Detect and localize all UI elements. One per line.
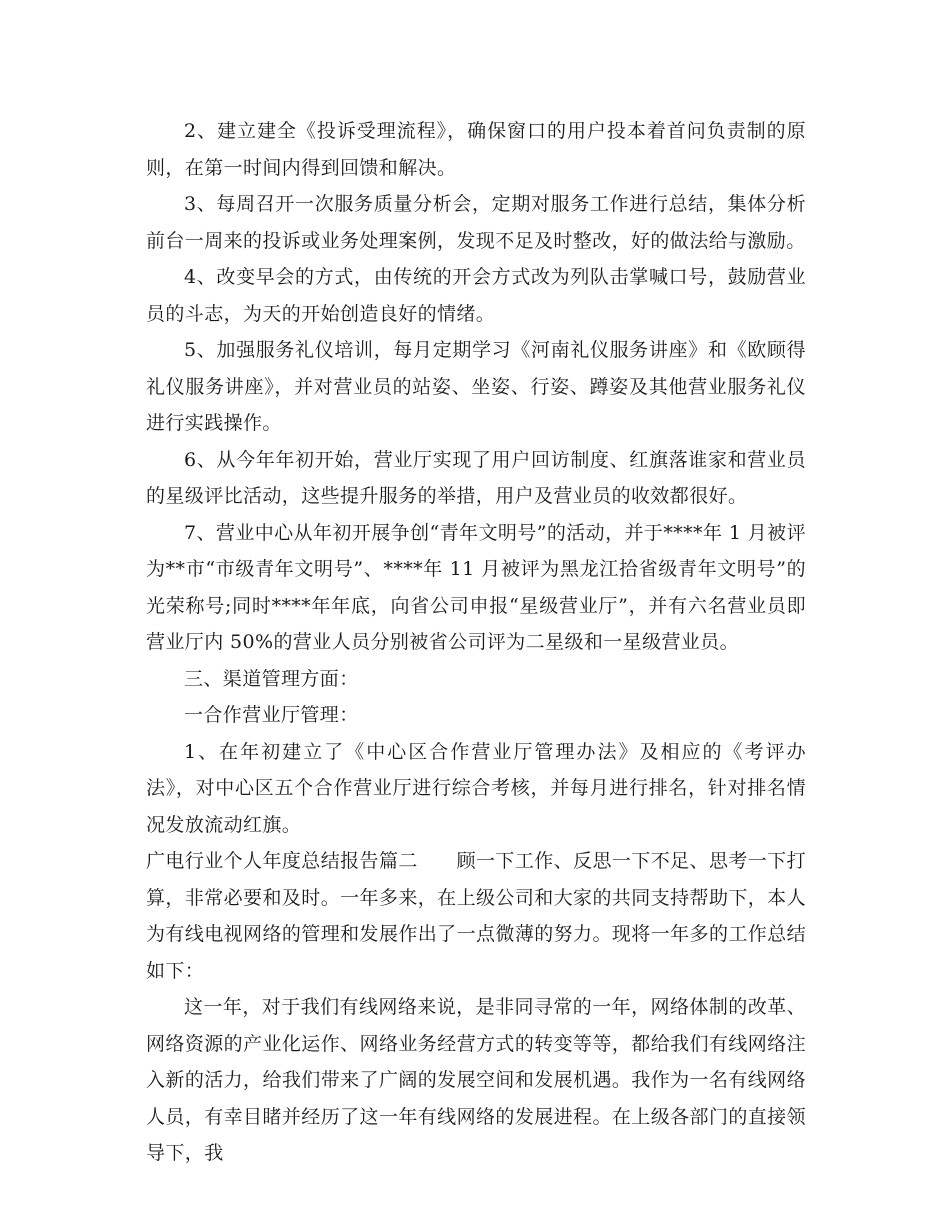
section-heading-channel-management: 三、渠道管理方面： (184, 667, 359, 690)
paragraph-complaint-process: 2、建立建全《投诉受理流程》，确保窗口的用户投本着首问负责制的原则，在第一时间内得到回馈和解决。 (146, 120, 806, 179)
paragraph-youth-civilization: 7、营业中心从年初开展争创“青年文明号”的活动，并于****年 1 月被评为**市“市级青年文明号”、****年 11 月被评为黑龙江拾省级青年文明号”的光荣称号;同时****年年底，向省公司申报“星级营业厅”，并有六名营业员即营业厅内 50%的营业人员分别被省公司评为二星级和一星级营业员。 (146, 521, 806, 653)
subheading-cooperative-halls: 一合作营业厅管理： (184, 704, 359, 726)
paragraph-weekly-meeting: 3、每周召开一次服务质量分析会，定期对服务工作进行总结，集体分析前台一周来的投诉或业务处理案例，发现不足及时整改，好的做法给与激励。 (146, 193, 806, 252)
paragraph-etiquette-training: 5、加强服务礼仪培训，每月定期学习《河南礼仪服务讲座》和《欧顾得礼仪服务讲座》，并对营业员的站姿、坐姿、行姿、蹲姿及其他营业服务礼仪进行实践操作。 (146, 339, 806, 434)
body-text (146, 113, 806, 1172)
paragraph-report-part-two: 广电行业个人年度总结报告篇二 顾一下工作、反思一下不足、思考一下打算，非常必要和及时。一年多来，在上级公司和大家的共同支持帮助下，本人为有线电视网络的管理和发展作出了一点微薄的努力。现将一年多的工作总结如下： (146, 850, 806, 982)
paragraph-cooperative-assessment: 1、在年初建立了《中心区合作营业厅管理办法》及相应的《考评办法》，对中心区五个合作营业厅进行综合考核，并每月进行排名，针对排名情况发放流动红旗。 (146, 740, 806, 836)
paragraph-network-year: 这一年，对于我们有线网络来说，是非同寻常的一年，网络体制的改革、网络资源的产业化运作、网络业务经营方式的转变等等，都给我们有线网络注入新的活力，给我们带来了广阔的发展空间和发展机遇。我作为一名有线网络人员，有幸目睹并经历了这一年有线网络的发展进程。在上级各部门的直接领导下，我 (146, 996, 806, 1164)
paragraph-morning-meeting: 4、改变早会的方式，由传统的开会方式改为列队击掌喊口号，鼓励营业员的斗志，为天的开始创造良好的情绪。 (146, 266, 806, 325)
paragraph-customer-visits: 6、从今年年初开始，营业厅实现了用户回访制度、红旗落谁家和营业员的星级评比活动，这些提升服务的举措，用户及营业员的收效都很好。 (146, 448, 806, 507)
